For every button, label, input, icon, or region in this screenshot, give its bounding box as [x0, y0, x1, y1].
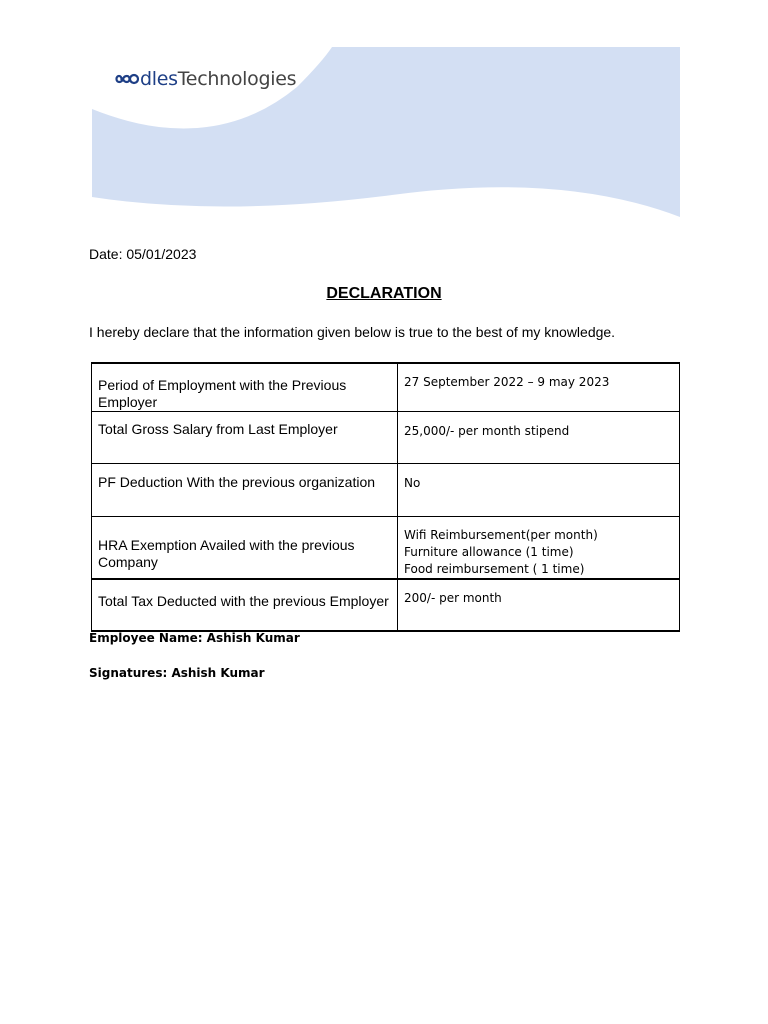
- row-label-text: Total Gross Salary from Last Employer: [98, 420, 338, 437]
- row-value-text: 200/- per month: [404, 591, 502, 605]
- signatures: Signatures: Ashish Kumar: [89, 666, 265, 680]
- row-value: [398, 463, 680, 516]
- page-title: DECLARATION: [326, 285, 442, 302]
- table-row: [92, 516, 680, 579]
- declaration-table: [91, 362, 680, 632]
- row-label: [92, 463, 398, 516]
- row-label: [92, 363, 398, 411]
- row-value-line: Wifi Reimbursement(per month): [404, 527, 598, 542]
- row-label-text: HRA Exemption Availed with the previous Company: [98, 536, 355, 570]
- row-value-text: 27 September 2022 – 9 may 2023: [404, 375, 610, 389]
- row-label-text: Total Tax Deducted with the previous Employer: [98, 593, 389, 609]
- row-label: [92, 411, 398, 463]
- row-label-text: PF Deduction With the previous organization: [98, 473, 376, 490]
- row-value-text: No: [404, 475, 421, 490]
- row-value-text: 25,000/- per month stipend: [404, 423, 570, 438]
- table-row: [92, 363, 680, 411]
- table-row: [92, 463, 680, 516]
- infinity-logo-icon: [115, 72, 139, 86]
- row-value-line: Furniture allowance (1 time): [404, 544, 574, 559]
- date-line: Date: 05/01/2023: [89, 246, 197, 262]
- logo-brand-text: dles: [140, 68, 178, 90]
- employee-name: Employee Name: Ashish Kumar: [89, 631, 300, 645]
- row-label: [92, 579, 398, 631]
- logo-suffix-text: Technologies: [177, 68, 297, 90]
- row-value: [398, 363, 680, 411]
- row-value: [398, 579, 680, 631]
- row-value: [398, 411, 680, 463]
- company-logo: [115, 68, 296, 90]
- row-label: [92, 516, 398, 579]
- row-label-text: Period of Employment with the Previous Employer: [98, 377, 347, 410]
- intro-statement: I hereby declare that the information given below is true to the best of my knowledge.: [89, 324, 616, 340]
- row-value-line: Food reimbursement ( 1 time): [404, 561, 585, 576]
- row-value: [398, 516, 680, 579]
- table-row: [92, 411, 680, 463]
- table-row: [92, 579, 680, 631]
